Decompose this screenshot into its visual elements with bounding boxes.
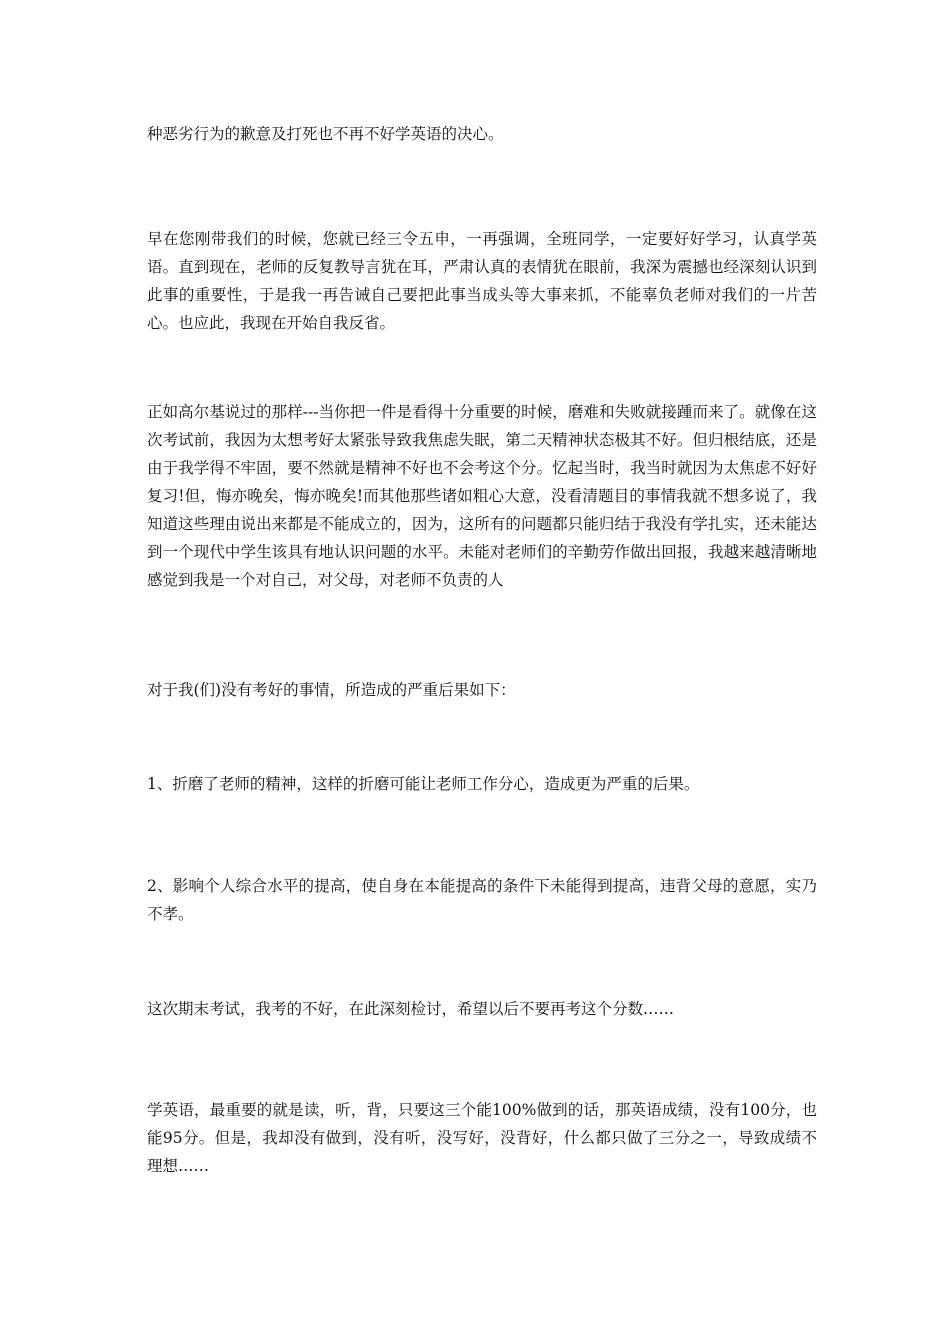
paragraph-consequences-intro: 对于我(们)没有考好的事情，所造成的严重后果如下： [147, 681, 516, 699]
list-item-consequence-2: 2、影响个人综合水平的提高，使自身在本能提高的条件下未能得到提高，违背父母的意愿，实乃不孝。 [147, 877, 817, 923]
paragraph-gorky-quote: 正如高尔基说过的那样---当你把一件是看得十分重要的时候，磨难和失败就接踵而来了。就像在这次考试前，我因为太想考好太紧张导致我焦虑失眠，第二天精神状态极其不好。但归根结底，还是由于我学得不牢固，要不然就是精神不好也不会考这个分。忆起当时，我当时就因为太焦虑不好好复习!但，悔亦晚矣，悔亦晚矣!而其他那些诸如粗心大意，没看清题目的事情我就不想多说了，我知道这些理由说出来都是不能成立的，因为，这所有的问题都只能归结于我没有学扎实，还未能达到一个现代中学生该具有地认识问题的水平。未能对老师们的辛勤劳作做出回报，我越来越清晰地感觉到我是一个对自己，对父母，对老师不负责的人 [147, 403, 817, 589]
paragraph-resolve: 种恶劣行为的歉意及打死也不再不好学英语的决心。 [147, 125, 504, 143]
paragraph-teacher-emphasis: 早在您刚带我们的时候，您就已经三令五申，一再强调，全班同学，一定要好好学习，认真学英语。直到现在，老师的反复教导言犹在耳，严肃认真的表情犹在眼前，我深为震撼也经深刻认识到此事的重要性，于是我一再告诫自己要把此事当成头等大事来抓，不能辜负老师对我们的一片苦心。也应此，我现在开始自我反省。 [147, 230, 817, 332]
list-item-consequence-1: 1、折磨了老师的精神，这样的折磨可能让老师工作分心，造成更为严重的后果。 [147, 775, 700, 793]
paragraph-exam-reflection: 这次期末考试，我考的不好，在此深刻检讨，希望以后不要再考这个分数…… [147, 1000, 675, 1018]
paragraph-english-study: 学英语，最重要的就是读，听，背，只要这三个能100%做到的话，那英语成绩，没有100分，也能95分。但是，我却没有做到，没有听，没写好，没背好，什么都只做了三分之一，导致成绩不理想…… [147, 1101, 817, 1175]
